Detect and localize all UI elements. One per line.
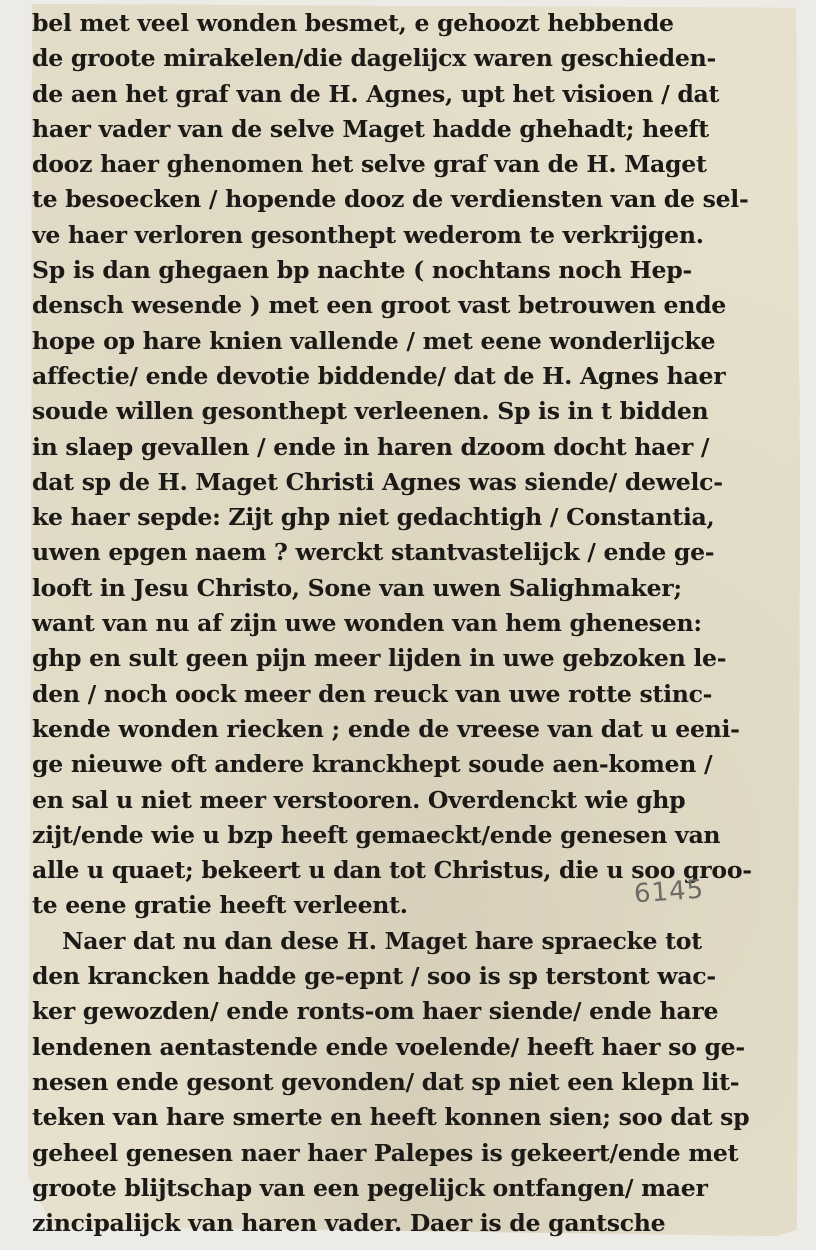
- text-line: soude willen gesonthept verleenen. Sp is in t bidden: [32, 397, 709, 426]
- text-line: uwen epgen naem ? werckt stantvastelijck / ende ge-: [32, 538, 715, 567]
- text-line: ghp en sult geen pijn meer lijden in uwe gebzoken le-: [32, 644, 727, 673]
- text-line: ker gewozden/ ende ronts-om haer siende/ ende hare: [32, 997, 719, 1026]
- text-line: Sp is dan ghegaen bp nachte ( nochtans noch Hep-: [32, 256, 692, 285]
- page-text: [32, 6, 796, 1241]
- text-line: kende wonden riecken ; ende de vreese van dat u eeni-: [32, 714, 740, 743]
- text-line: haer vader van de selve Maget hadde ghehadt; heeft: [32, 114, 709, 143]
- text-line: ke haer sepde: Zijt ghp niet gedachtigh / Constantia,: [32, 503, 715, 532]
- text-line: zincipalijck van haren vader. Daer is de gantsche: [32, 1209, 666, 1238]
- text-line: affectie/ ende devotie biddende/ dat de H. Agnes haer: [32, 361, 726, 390]
- paragraph-start-line: Naer dat nu dan dese H. Maget hare spraecke tot: [62, 926, 702, 955]
- text-line: en sal u niet meer verstooren. Overdenckt wie ghp: [32, 785, 686, 814]
- text-line: nesen ende gesont gevonden/ dat sp niet een klepn lit-: [32, 1067, 740, 1096]
- text-line: den krancken hadde ge-epnt / soo is sp terstont wac-: [32, 962, 716, 991]
- handwritten-number: 6145: [633, 874, 706, 910]
- text-line: dat sp de H. Maget Christi Agnes was siende/ dewelc-: [32, 467, 723, 496]
- text-line: dooz haer ghenomen het selve graf van de H. Maget: [32, 150, 707, 179]
- text-line: bel met veel wonden besmet, e gehoozt hebbende: [32, 9, 674, 37]
- text-line: teken van hare smerte en heeft konnen sien; soo dat sp: [32, 1103, 750, 1132]
- text-line: want van nu af zijn uwe wonden van hem ghenesen:: [32, 609, 702, 638]
- text-line: den / noch oock meer den reuck van uwe rotte stinc-: [32, 679, 713, 708]
- text-line: lendenen aentastende ende voelende/ heeft haer so ge-: [32, 1032, 745, 1061]
- text-line: ve haer verloren gesonthept wederom te verkrijgen.: [32, 220, 704, 249]
- text-line: looft in Jesu Christo, Sone van uwen Salighmaker;: [32, 573, 682, 602]
- text-line: zijt/ende wie u bzp heeft gemaeckt/ende genesen van: [32, 820, 721, 849]
- text-line: geheel genesen naer haer Palepes is gekeert/ende met: [32, 1138, 739, 1167]
- text-line: in slaep gevallen / ende in haren dzoom docht haer /: [32, 432, 710, 461]
- text-line: groote blijtschap van een pegelijck ontfangen/ maer: [32, 1173, 708, 1202]
- text-line: de aen het graf van de H. Agnes, upt het visioen / dat: [32, 79, 720, 108]
- text-line: te eene gratie heeft verleent.: [32, 891, 408, 920]
- text-line: de groote mirakelen/die dagelijcx waren geschieden-: [32, 44, 716, 73]
- text-line: ge nieuwe oft andere kranckhept soude aen-komen /: [32, 750, 713, 779]
- text-line: hope op hare knien vallende / met eene wonderlijcke: [32, 326, 716, 355]
- text-line: densch wesende ) met een groot vast betrouwen ende: [32, 291, 727, 320]
- text-line: te besoecken / hopende dooz de verdiensten van de sel-: [32, 185, 749, 214]
- text-line: alle u quaet; bekeert u dan tot Christus, die u soo groo-: [32, 856, 752, 885]
